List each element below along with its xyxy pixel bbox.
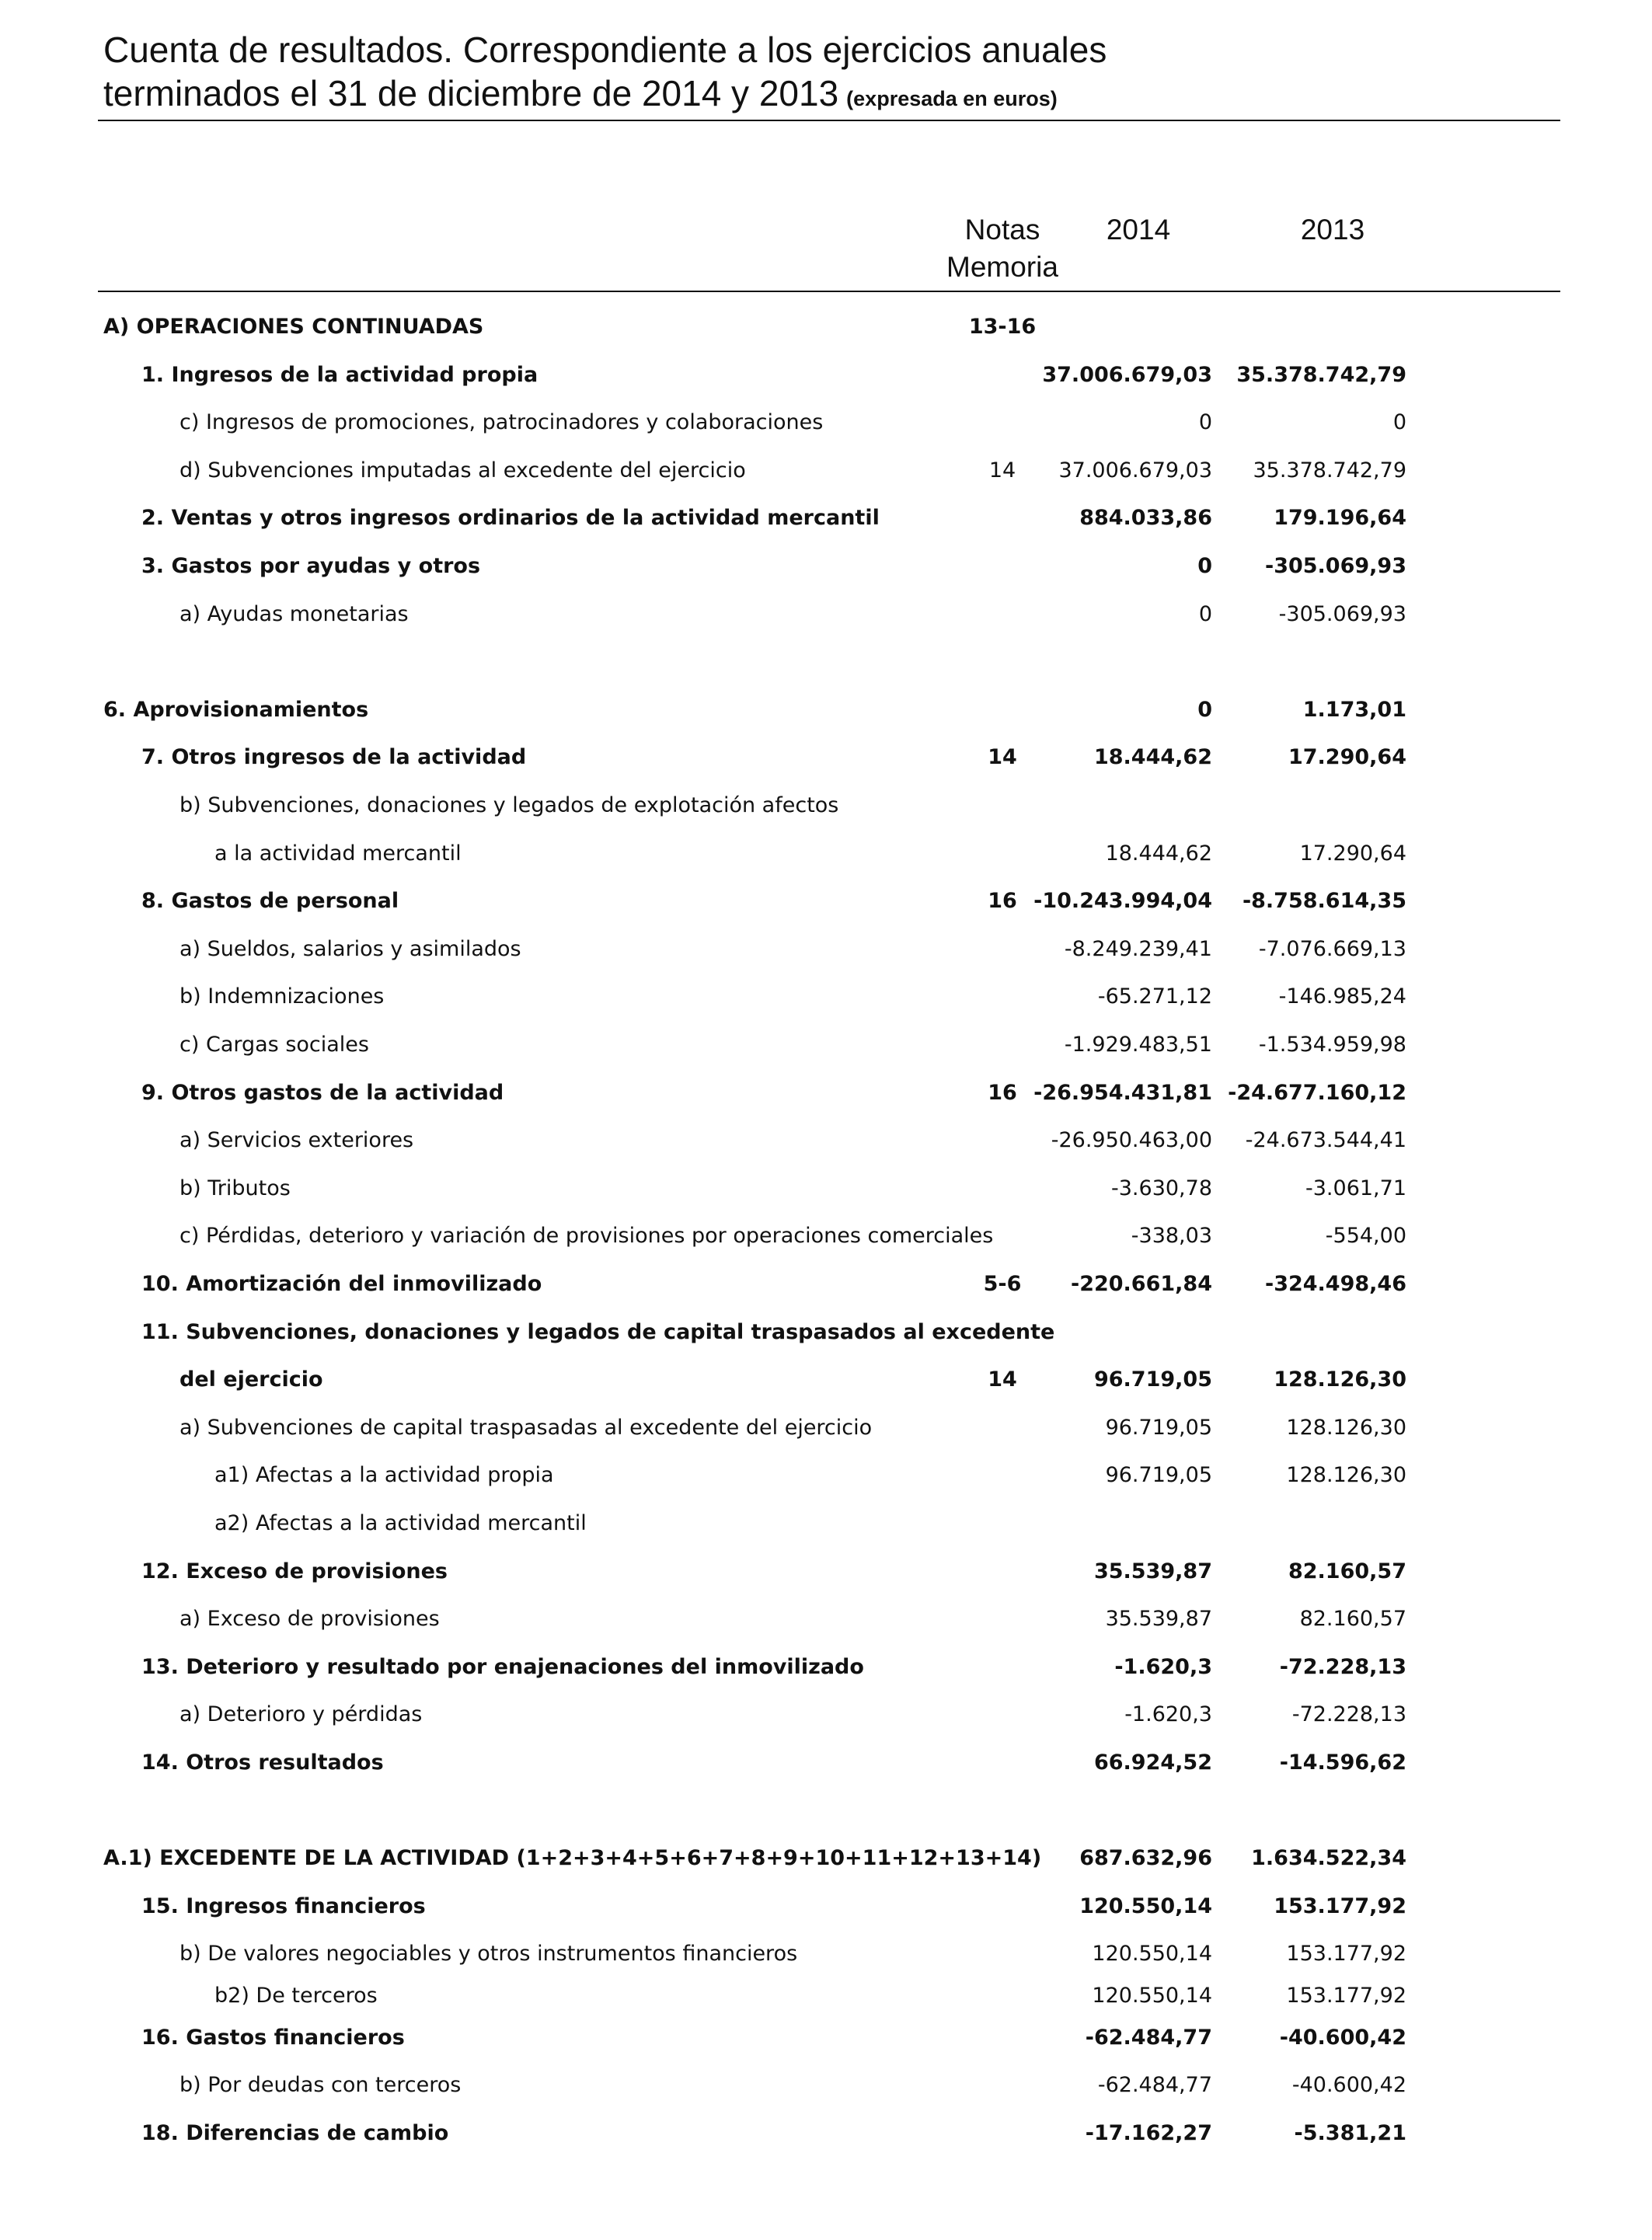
row-label: 10. Amortización del inmovilizado [141, 1272, 542, 1296]
row-label: 11. Subvenciones, donaciones y legados de capital traspasados al excedente [141, 1320, 1055, 1344]
title-divider [98, 120, 1560, 121]
row-value-2013: 128.126,30 [1274, 1367, 1406, 1392]
row-label: 15. Ingresos financieros [141, 1894, 426, 1918]
statement-row [0, 1356, 1652, 1404]
statement-row [0, 2061, 1652, 2109]
row-note: 5-6 [983, 1272, 1022, 1296]
row-value-2013: 35.378.742,79 [1253, 458, 1406, 482]
row-value-2013: -5.381,21 [1294, 2121, 1406, 2145]
row-label: a) Subvenciones de capital traspasadas al excedente del ejercicio [179, 1416, 873, 1440]
statement-row [0, 1643, 1652, 1691]
row-label: a1) Afectas a la actividad propia [214, 1463, 554, 1487]
row-label: 1. Ingresos de la actividad propia [141, 363, 538, 387]
row-label: a) Deterioro y pérdidas [179, 1702, 423, 1726]
statement-row [0, 733, 1652, 782]
row-label: b) Subvenciones, donaciones y legados de explotación afectos [179, 793, 839, 817]
statement-row [0, 973, 1652, 1021]
row-value-2014: 96.719,05 [1093, 1367, 1212, 1392]
row-note: 16 [988, 1081, 1017, 1105]
statement-row [0, 542, 1652, 590]
row-value-2014: 18.444,62 [1093, 745, 1212, 769]
row-value-2013: -24.673.544,41 [1245, 1128, 1406, 1152]
statement-row [0, 925, 1652, 974]
row-label: A.1) EXCEDENTE DE LA ACTIVIDAD (1+2+3+4+5+6+7+8+9+10+11+12+13+14) [103, 1846, 1042, 1870]
row-label: 14. Otros resultados [141, 1751, 384, 1775]
row-value-2014: 66.924,52 [1093, 1751, 1212, 1775]
row-note: 16 [988, 889, 1017, 913]
row-value-2014: -338,03 [1131, 1224, 1212, 1248]
header-divider [98, 291, 1560, 292]
row-label: b) Tributos [179, 1176, 291, 1200]
row-value-2014: 96.719,05 [1105, 1463, 1212, 1487]
row-value-2013: 17.290,64 [1288, 745, 1406, 769]
row-label: 6. Aprovisionamientos [103, 698, 369, 722]
row-value-2014: 0 [1197, 554, 1212, 578]
row-value-2014: -1.620,3 [1124, 1702, 1212, 1726]
row-value-2014: -1.929.483,51 [1064, 1033, 1212, 1057]
row-value-2014: -65.271,12 [1097, 984, 1212, 1009]
row-value-2013: -7.076.669,13 [1258, 937, 1406, 961]
row-label: b) De valores negociables y otros instrumentos financieros [179, 1942, 798, 1966]
statement-row [0, 1691, 1652, 1739]
row-value-2013: 128.126,30 [1286, 1416, 1406, 1440]
row-value-2013: -146.985,24 [1278, 984, 1406, 1009]
row-label: A) OPERACIONES CONTINUADAS [103, 315, 484, 339]
row-label: 13. Deterioro y resultado por enajenaciones del inmovilizado [141, 1655, 864, 1679]
row-value-2013: 128.126,30 [1286, 1463, 1406, 1487]
statement-row [0, 1451, 1652, 1500]
statement-row [0, 447, 1652, 495]
row-note: 14 [988, 458, 1016, 482]
row-label: 8. Gastos de personal [141, 889, 399, 913]
row-value-2014: 18.444,62 [1105, 841, 1212, 866]
row-value-2013: -72.228,13 [1291, 1702, 1406, 1726]
statement-row [0, 782, 1652, 830]
row-value-2013: -1.534.959,98 [1258, 1033, 1406, 1057]
statement-row [0, 303, 1652, 351]
row-value-2014: 120.550,14 [1092, 1984, 1212, 2008]
row-label: 12. Exceso de provisiones [141, 1559, 448, 1583]
row-value-2014: -26.954.431,81 [1033, 1081, 1212, 1105]
row-value-2013: 179.196,64 [1274, 506, 1406, 530]
row-value-2013: -3.061,71 [1305, 1176, 1406, 1200]
row-value-2014: -1.620,3 [1114, 1655, 1212, 1679]
row-value-2013: 0 [1392, 410, 1406, 434]
year-2013-header: 2013 [1300, 214, 1365, 246]
row-value-2013: -40.600,42 [1291, 2073, 1406, 2097]
row-label: 2. Ventas y otros ingresos ordinarios de la actividad mercantil [141, 506, 880, 530]
row-value-2014: 96.719,05 [1105, 1416, 1212, 1440]
row-label: a) Exceso de provisiones [179, 1607, 440, 1631]
statement-row [0, 1212, 1652, 1260]
row-note: 14 [988, 745, 1017, 769]
statement-row [0, 877, 1652, 925]
statement-row [0, 1117, 1652, 1165]
statement-row [0, 1595, 1652, 1643]
row-value-2014: 687.632,96 [1079, 1846, 1212, 1870]
row-value-2014: -220.661,84 [1070, 1272, 1212, 1296]
row-note: 14 [988, 1367, 1017, 1392]
unit-note: (expresada en euros) [846, 87, 1058, 110]
row-value-2014: -3.630,78 [1111, 1176, 1212, 1200]
row-value-2014: -10.243.994,04 [1033, 889, 1212, 913]
statement-row [0, 1260, 1652, 1308]
row-value-2013: 35.378.742,79 [1236, 363, 1406, 387]
row-value-2013: 1.634.522,34 [1251, 1846, 1406, 1870]
row-label: del ejercicio [179, 1367, 323, 1392]
row-value-2014: -17.162,27 [1085, 2121, 1212, 2145]
statement-row [0, 494, 1652, 542]
statement-row [0, 1404, 1652, 1452]
statement-title [103, 28, 1556, 120]
row-value-2013: 153.177,92 [1286, 1984, 1406, 2008]
row-label: 3. Gastos por ayudas y otros [141, 554, 481, 578]
statement-row [0, 638, 1652, 686]
row-note: 13-16 [968, 315, 1037, 339]
statement-row [0, 1834, 1652, 1883]
title-line-2 [103, 71, 1556, 120]
row-label: a) Ayudas monetarias [179, 602, 409, 626]
statement-row [0, 1069, 1652, 1117]
row-value-2014: 35.539,87 [1093, 1559, 1212, 1583]
row-value-2014: 120.550,14 [1092, 1942, 1212, 1966]
statement-row [0, 830, 1652, 878]
notes-header-line-1: Notas [964, 214, 1040, 246]
row-label: a) Servicios exteriores [179, 1128, 414, 1152]
row-label: c) Ingresos de promociones, patrocinadores y colaboraciones [179, 410, 824, 434]
statement-row [0, 1972, 1652, 2020]
title-line-2-text: terminados el 31 de diciembre de 2014 y 2013 [103, 73, 839, 113]
row-value-2013: -305.069,93 [1278, 602, 1406, 626]
year-2014-header: 2014 [1106, 214, 1171, 246]
row-value-2013: -40.600,42 [1279, 2026, 1406, 2050]
statement-row [0, 1500, 1652, 1548]
row-value-2013: 153.177,92 [1286, 1942, 1406, 1966]
row-value-2014: 884.033,86 [1079, 506, 1212, 530]
row-value-2014: -8.249.239,41 [1064, 937, 1212, 961]
statement-row [0, 1787, 1652, 1835]
statement-row [0, 2109, 1652, 2158]
row-label: c) Pérdidas, deterioro y variación de provisiones por operaciones comerciales [179, 1224, 994, 1248]
row-value-2013: -554,00 [1325, 1224, 1406, 1248]
row-label: a2) Afectas a la actividad mercantil [214, 1511, 587, 1535]
statement-row [0, 1308, 1652, 1357]
row-value-2013: 1.173,01 [1302, 698, 1406, 722]
row-value-2014: 120.550,14 [1079, 1894, 1212, 1918]
row-label: c) Cargas sociales [179, 1033, 369, 1057]
row-value-2014: 0 [1198, 602, 1212, 626]
row-value-2014: -62.484,77 [1097, 2073, 1212, 2097]
row-value-2014: 0 [1198, 410, 1212, 434]
row-label: 16. Gastos financieros [141, 2026, 405, 2050]
row-value-2013: -324.498,46 [1264, 1272, 1406, 1296]
statement-row [0, 399, 1652, 447]
statement-row [0, 351, 1652, 399]
statement-row [0, 2014, 1652, 2062]
row-label: a la actividad mercantil [214, 841, 462, 866]
statement-row [0, 1165, 1652, 1213]
statement-row [0, 1548, 1652, 1596]
row-value-2014: 35.539,87 [1105, 1607, 1212, 1631]
row-label: d) Subvenciones imputadas al excedente del ejercicio [179, 458, 746, 482]
row-value-2013: 17.290,64 [1299, 841, 1406, 866]
row-label: 7. Otros ingresos de la actividad [141, 745, 527, 769]
row-value-2014: 0 [1197, 698, 1212, 722]
row-value-2013: -24.677.160,12 [1228, 1081, 1406, 1105]
row-value-2013: -8.758.614,35 [1242, 889, 1406, 913]
row-label: b) Por deudas con terceros [179, 2073, 462, 2097]
row-value-2013: -305.069,93 [1264, 554, 1406, 578]
row-value-2014: -62.484,77 [1085, 2026, 1212, 2050]
title-line-1: Cuenta de resultados. Correspondiente a los ejercicios anuales [103, 30, 1107, 70]
notes-column-header [929, 211, 1076, 286]
row-value-2014: 37.006.679,03 [1042, 363, 1212, 387]
row-value-2014: -26.950.463,00 [1051, 1128, 1212, 1152]
statement-row [0, 1021, 1652, 1069]
row-value-2013: -72.228,13 [1279, 1655, 1406, 1679]
row-label: b2) De terceros [214, 1984, 378, 2008]
row-label: a) Sueldos, salarios y asimilados [179, 937, 521, 961]
statement-row [0, 1739, 1652, 1787]
statement-row [0, 1883, 1652, 1931]
row-label: 9. Otros gastos de la actividad [141, 1081, 504, 1105]
row-value-2013: -14.596,62 [1279, 1751, 1406, 1775]
row-value-2013: 153.177,92 [1274, 1894, 1406, 1918]
row-value-2013: 82.160,57 [1299, 1607, 1406, 1631]
row-label: b) Indemnizaciones [179, 984, 385, 1009]
row-value-2013: 82.160,57 [1288, 1559, 1406, 1583]
row-value-2014: 37.006.679,03 [1058, 458, 1212, 482]
statement-row [0, 1930, 1652, 1978]
notes-header-line-2: Memoria [946, 251, 1058, 283]
statement-row [0, 686, 1652, 734]
row-label: 18. Diferencias de cambio [141, 2121, 449, 2145]
statement-row [0, 590, 1652, 639]
